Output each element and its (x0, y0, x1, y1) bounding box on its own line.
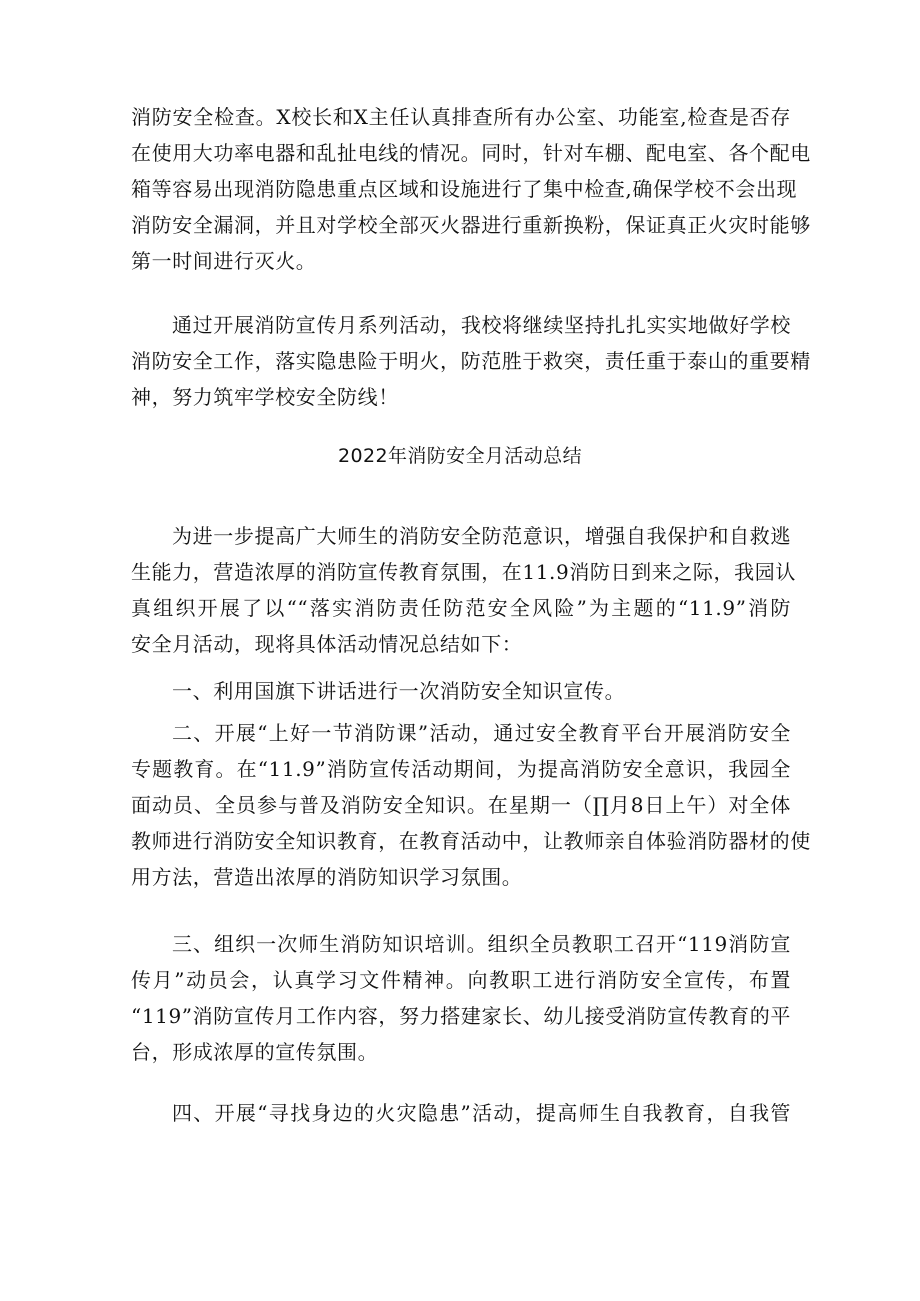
paragraph-line: “119”消防宣传月工作内容，努力搭建家长、幼儿接受消防宣传教育的平 (131, 1004, 791, 1028)
paragraph-line: 第一时间进行灭火。 (131, 249, 317, 273)
section-heading: 2022年消防安全月活动总结 (338, 445, 582, 467)
paragraph-1 (131, 99, 811, 279)
paragraph-line: 消防安全漏洞，并且对学校全部灭火器进行重新换粉，保证真正火灾时能够 (131, 213, 811, 237)
paragraph-line: 专题教育。在“11.9”消防宣传活动期间，为提高消防安全意识，我园全 (131, 757, 791, 781)
paragraph-line: 教师进行消防安全知识教育，在教育活动中，让教师亲自体验消防器材的使 (131, 829, 811, 853)
paragraph-5 (131, 715, 811, 895)
paragraph-line: 面动员、全员参与普及消防安全知识。在星期一（∏月8日上午）对全体 (131, 793, 791, 817)
paragraph-line: 一、利用国旗下讲话进行一次消防安全知识宣传。 (172, 679, 626, 703)
paragraph-line: 通过开展消防宣传月系列活动，我校将继续坚持扎扎实实地做好学校 (172, 313, 791, 337)
paragraph-line: 传月”动员会，认真学习文件精神。向教职工进行消防安全宣传，布置 (131, 968, 791, 992)
paragraph-line: 四、开展“寻找身边的火灾隐患”活动，提高师生自我教育，自我管 (172, 1101, 791, 1125)
paragraph-line: 消防安全检查。X校长和X主任认真排查所有办公室、功能室,检查是否存 (131, 105, 791, 129)
paragraph-line: 三、组织一次师生消防知识培训。组织全员教职工召开“119消防宣 (172, 932, 791, 956)
paragraph-2 (131, 307, 811, 415)
paragraph-line: 在使用大功率电器和乱扯电线的情况。同时，针对车棚、配电室、各个配电 (131, 141, 811, 165)
paragraph-4 (131, 673, 791, 709)
paragraph-line: 台，形成浓厚的宣传氛围。 (131, 1040, 379, 1064)
paragraph-7 (131, 1095, 791, 1131)
paragraph-line: 消防安全工作，落实隐患险于明火，防范胜于救突，责任重于泰山的重要精 (131, 349, 811, 373)
paragraph-line: 生能力，营造浓厚的消防宣传教育氛围，在11.9消防日到来之际，我园认 (131, 560, 796, 584)
paragraph-line: 用方法，营造出浓厚的消防知识学习氛围。 (131, 865, 523, 889)
paragraph-line: 安全月活动，现将具体活动情况总结如下： (131, 632, 523, 656)
paragraph-line: 箱等容易出现消防隐患重点区域和设施进行了集中检查,确保学校不会出现 (131, 177, 798, 201)
paragraph-line: 神，努力筑牢学校安全防线！ (131, 385, 399, 409)
paragraph-line: 真组织开展了以““落实消防责任防范安全风险”为主题的“11.9”消防 (131, 596, 791, 620)
paragraph-line: 二、开展“上好一节消防课”活动，通过安全教育平台开展消防安全 (172, 721, 791, 745)
paragraph-3 (131, 518, 796, 662)
paragraph-6 (131, 926, 791, 1070)
paragraph-line: 为进一步提高广大师生的消防安全防范意识，增强自我保护和自救逃 (172, 524, 791, 548)
